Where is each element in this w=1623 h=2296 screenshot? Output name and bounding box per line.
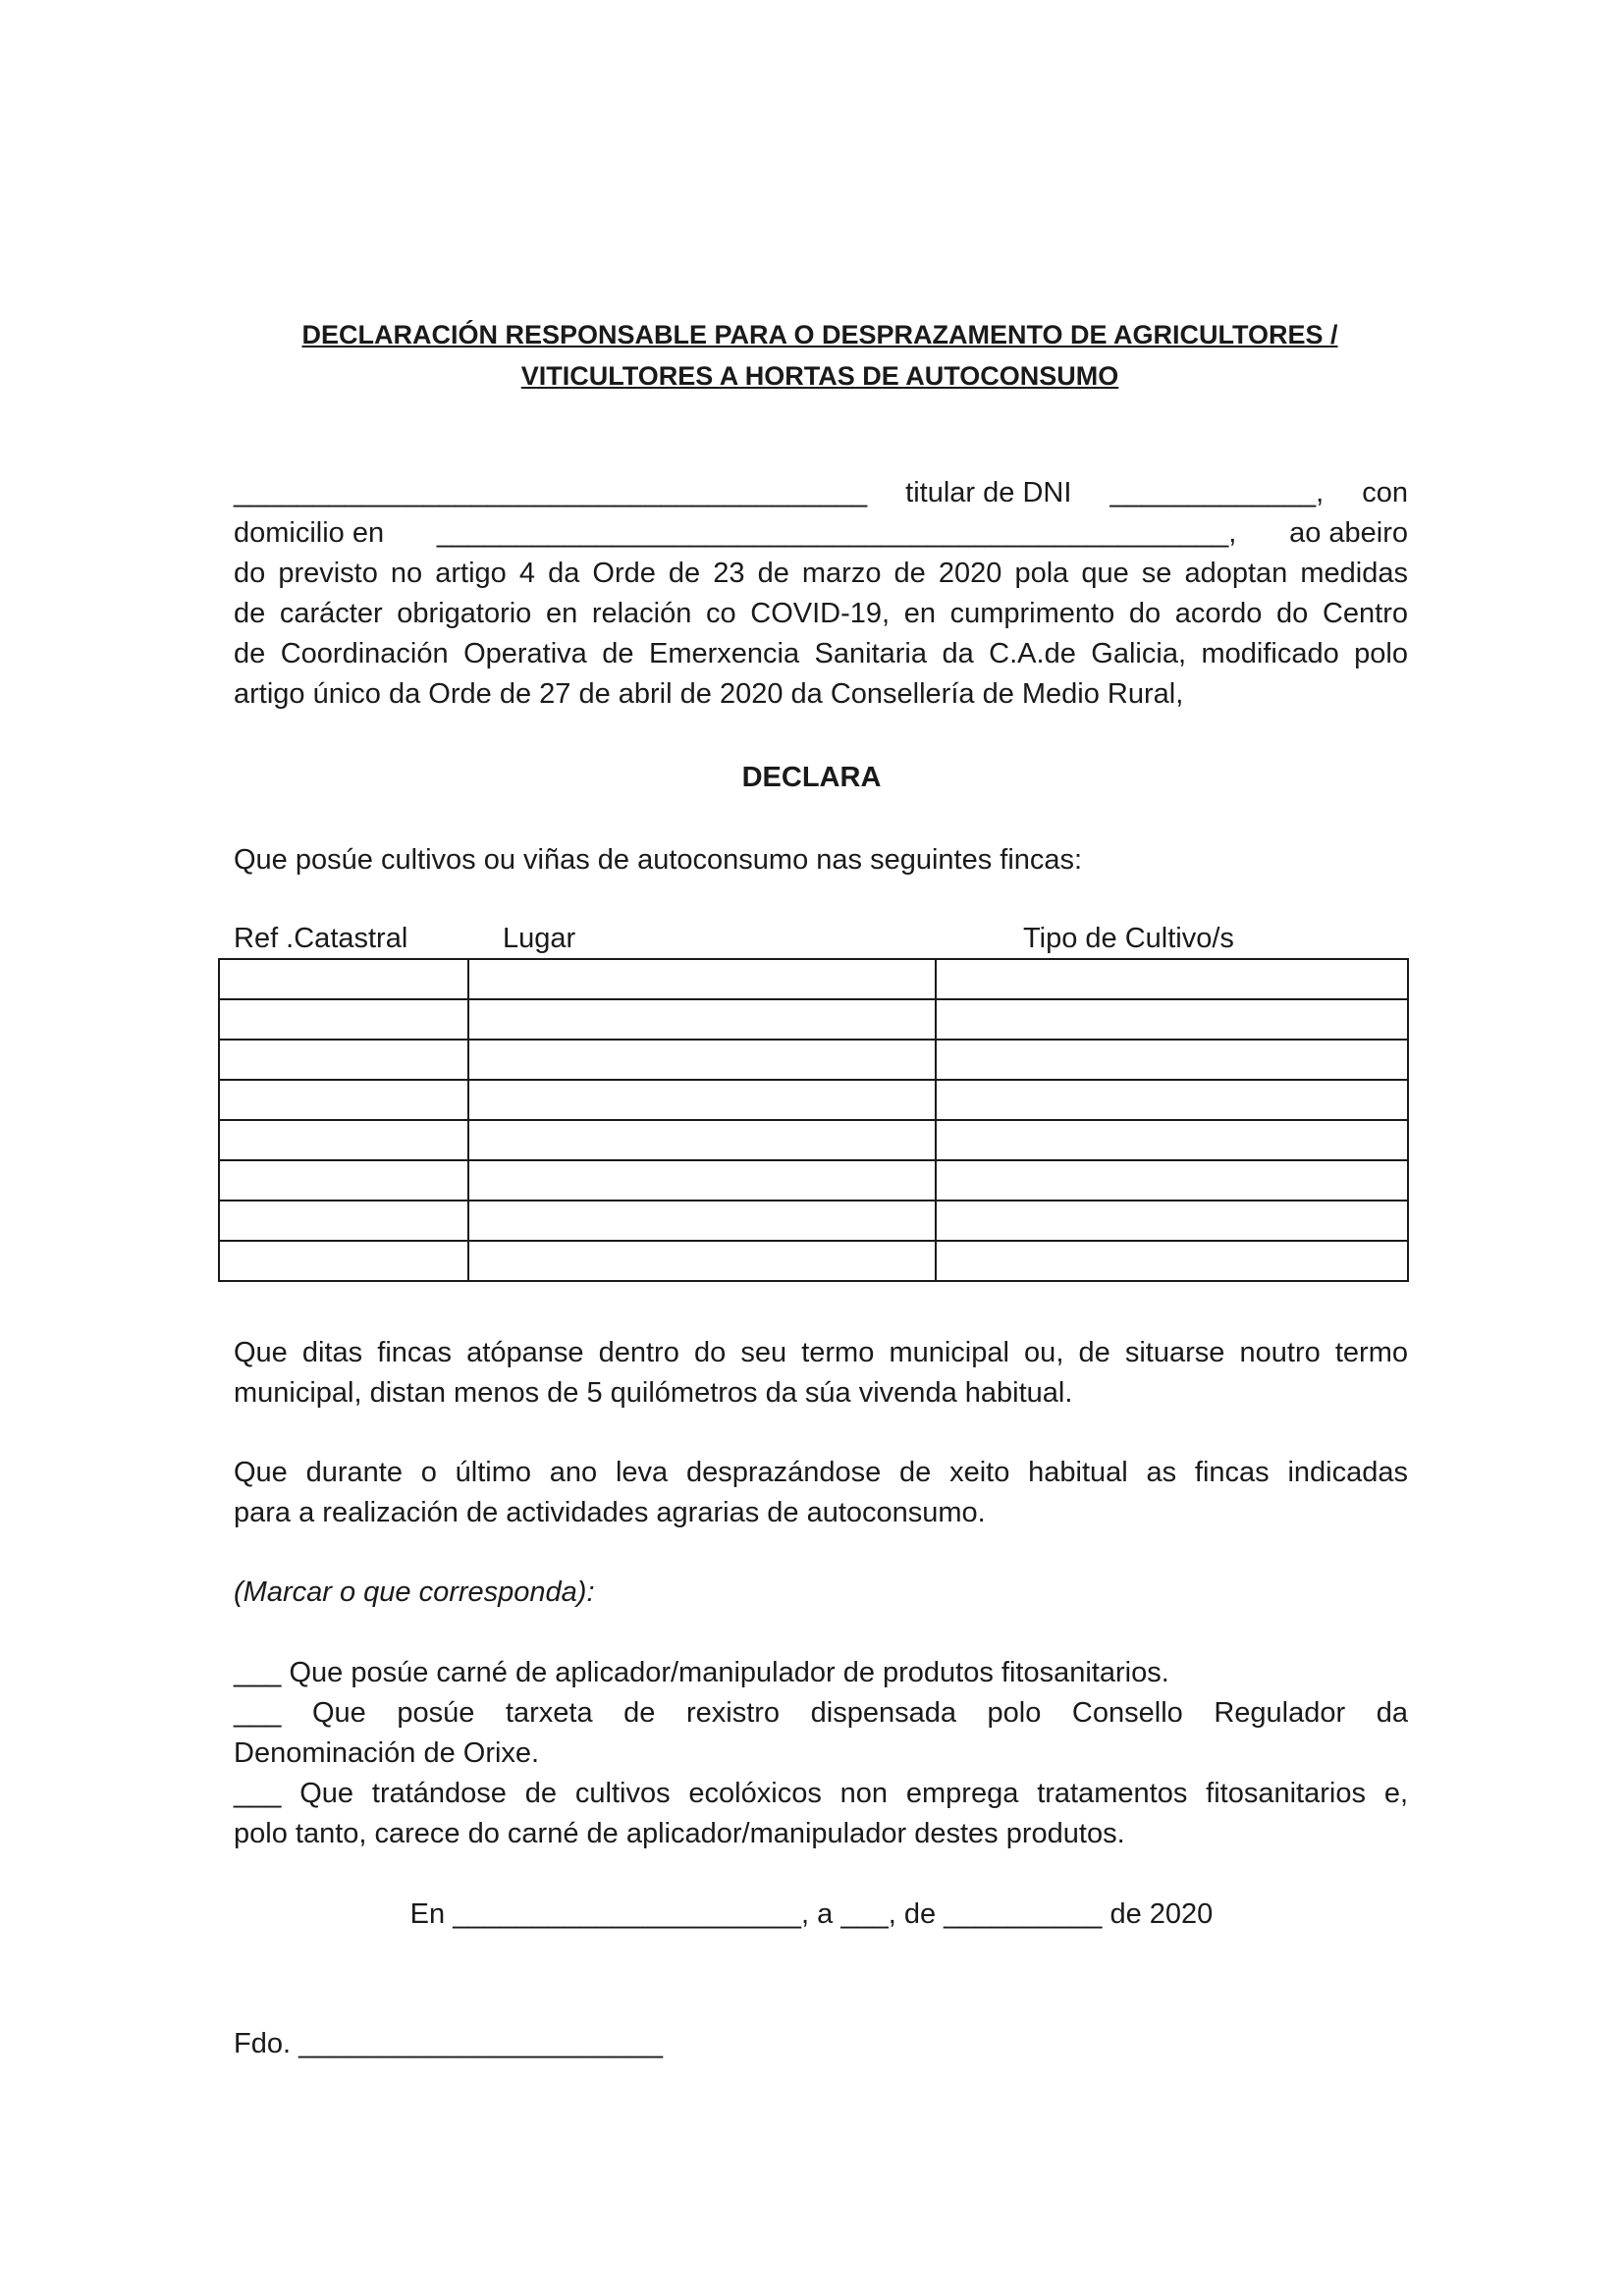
tipo-cultivo-cell[interactable] — [936, 1080, 1408, 1120]
table-header-lugar: Lugar — [503, 923, 576, 954]
fincas-table — [218, 958, 1409, 1282]
intro-paragraph — [234, 473, 1408, 715]
fincas-table-body — [219, 959, 1408, 1281]
dni-blank[interactable]: _____________, — [1109, 477, 1325, 508]
lugar-cell[interactable] — [468, 1241, 936, 1281]
ref-catastral-cell[interactable] — [219, 959, 468, 999]
table-row — [219, 1201, 1408, 1241]
name-blank[interactable]: ________________________________________ — [234, 477, 868, 508]
title-line-1: DECLARACIÓN RESPONSABLE PARA O DESPRAZAMENTO DE AGRICULTORES / — [301, 320, 1338, 349]
lugar-cell[interactable] — [468, 1201, 936, 1241]
table-row — [219, 999, 1408, 1040]
tipo-cultivo-cell[interactable] — [936, 1241, 1408, 1281]
tipo-cultivo-cell[interactable] — [936, 1040, 1408, 1080]
domicilio-blank[interactable]: __________________________________________________, — [436, 517, 1237, 549]
table-row — [219, 1080, 1408, 1120]
ref-catastral-cell[interactable] — [219, 1120, 468, 1160]
table-row — [219, 1160, 1408, 1201]
title-line-2: VITICULTORES A HORTAS DE AUTOCONSUMO — [520, 361, 1119, 391]
ditas-line-2: municipal, distan menos de 5 quilómetros da súa vivenda habitual. — [234, 1377, 1073, 1409]
table-header-tipo-cultivo: Tipo de Cultivo/s — [1023, 923, 1234, 954]
ditas-paragraph — [234, 1333, 1408, 1414]
table-row — [219, 959, 1408, 999]
lugar-cell[interactable] — [468, 999, 936, 1040]
option-cultivos-ecoloxicos-line-1[interactable]: ___ Que tratándose de cultivos ecolóxicos non emprega tratamentos fitosanitarios e, — [234, 1778, 1408, 1809]
option-tarxeta-rexistro-line-2: Denominación de Orixe. — [234, 1737, 540, 1769]
tipo-cultivo-cell[interactable] — [936, 999, 1408, 1040]
lugar-cell[interactable] — [468, 1120, 936, 1160]
option-carne-aplicador[interactable]: ___ Que posúe carné de aplicador/manipulador de produtos fitosanitarios. — [234, 1657, 1169, 1688]
table-row — [219, 1040, 1408, 1080]
ref-catastral-cell[interactable] — [219, 1160, 468, 1201]
intro-line-5: de Coordinación Operativa de Emerxencia Sanitaria da C.A.de Galicia, modificado polo — [234, 638, 1408, 669]
domicilio-label: domicilio en — [234, 517, 385, 549]
ref-catastral-cell[interactable] — [219, 1080, 468, 1120]
tipo-cultivo-cell[interactable] — [936, 1201, 1408, 1241]
signature-line[interactable]: Fdo. _______________________ — [234, 2028, 664, 2059]
con-text: con — [1362, 477, 1408, 508]
tipo-cultivo-cell[interactable] — [936, 959, 1408, 999]
intro-line-1 — [234, 473, 1408, 513]
option-tarxeta-rexistro-line-1[interactable]: ___ Que posúe tarxeta de rexistro dispensada polo Consello Regulador da — [234, 1697, 1408, 1729]
table-header-ref-catastral: Ref .Catastral — [234, 923, 408, 954]
intro-line-2 — [234, 513, 1408, 554]
intro-line-6: artigo único da Orde de 27 de abril de 2020 da Consellería de Medio Rural, — [234, 678, 1184, 710]
marcar-instruction: (Marcar o que corresponda): — [234, 1576, 595, 1608]
tipo-cultivo-cell[interactable] — [936, 1120, 1408, 1160]
lugar-cell[interactable] — [468, 1080, 936, 1120]
lugar-cell[interactable] — [468, 1040, 936, 1080]
declara-heading: DECLARA — [741, 762, 882, 793]
options-list — [234, 1653, 1408, 1854]
posue-statement: Que posúe cultivos ou viñas de autoconsumo nas seguintes fincas: — [234, 844, 1083, 876]
dni-label: titular de DNI — [905, 477, 1072, 508]
durante-line-1: Que durante o último ano leva desprazándose de xeito habitual as fincas indicadas — [234, 1457, 1408, 1488]
intro-line-3: do previsto no artigo 4 da Orde de 23 de marzo de 2020 pola que se adoptan medidas — [234, 558, 1408, 589]
lugar-cell[interactable] — [468, 1160, 936, 1201]
intro-line-4: de carácter obrigatorio en relación co COVID-19, en cumprimento do acordo do Centro — [234, 598, 1408, 629]
table-row — [219, 1120, 1408, 1160]
ref-catastral-cell[interactable] — [219, 1040, 468, 1080]
ref-catastral-cell[interactable] — [219, 1201, 468, 1241]
tipo-cultivo-cell[interactable] — [936, 1160, 1408, 1201]
document-title — [236, 314, 1404, 397]
table-row — [219, 1241, 1408, 1281]
ditas-line-1: Que ditas fincas atópanse dentro do seu termo municipal ou, de situarse noutro termo — [234, 1337, 1408, 1368]
durante-paragraph — [234, 1453, 1408, 1533]
durante-line-2: para a realización de actividades agrarias de autoconsumo. — [234, 1497, 986, 1528]
option-cultivos-ecoloxicos-line-2: polo tanto, carece do carné de aplicador/manipulador destes produtos. — [234, 1818, 1125, 1849]
ref-catastral-cell[interactable] — [219, 999, 468, 1040]
ref-catastral-cell[interactable] — [219, 1241, 468, 1281]
lugar-cell[interactable] — [468, 959, 936, 999]
place-date-line[interactable]: En ______________________, a ___, de __________ de 2020 — [409, 1898, 1214, 1930]
ao-abeiro-text: ao abeiro — [1289, 517, 1408, 549]
